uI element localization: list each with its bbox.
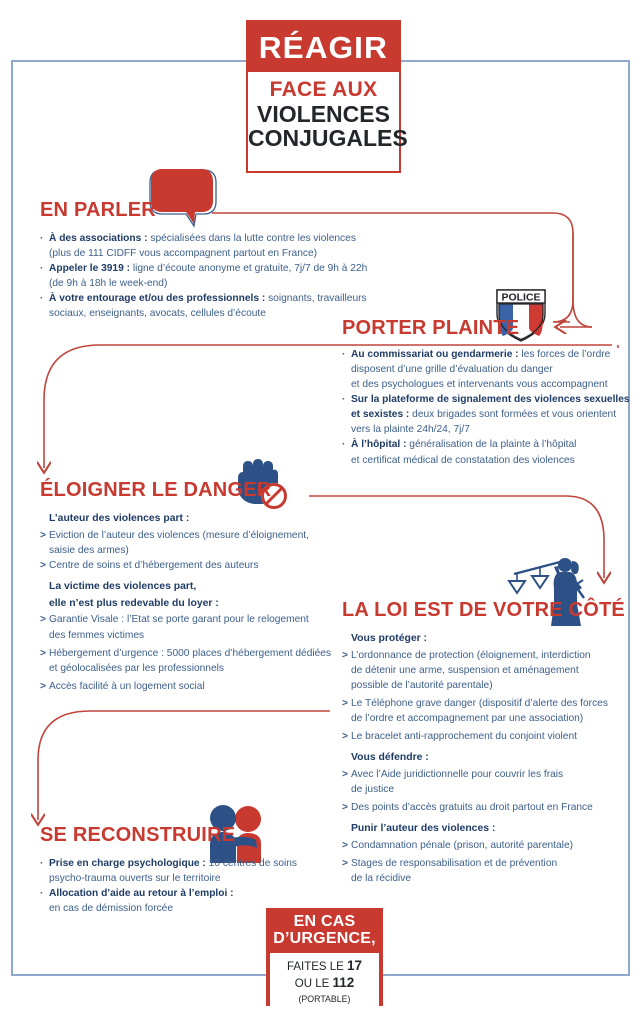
bullet-icon: · bbox=[40, 293, 44, 305]
bullet-icon: · bbox=[40, 233, 44, 244]
emergency-box bbox=[266, 908, 383, 1006]
list-item bbox=[40, 857, 330, 871]
list-item bbox=[342, 712, 634, 726]
item-text: en cas de démission forcée bbox=[49, 903, 174, 915]
list-item bbox=[40, 662, 340, 676]
list-item bbox=[40, 872, 330, 886]
chevron-right-icon: > bbox=[40, 529, 46, 541]
item-text: et géolocalisées par les professionnels bbox=[49, 662, 224, 674]
title-keyword-1: VIOLENCES bbox=[257, 100, 390, 127]
item-text: généralisation de la plainte à l’hôpital bbox=[406, 439, 577, 451]
section-body-porter-plainte bbox=[342, 348, 634, 468]
title-plate bbox=[246, 20, 408, 173]
chevron-right-icon: > bbox=[40, 680, 46, 692]
list-item bbox=[342, 872, 634, 886]
item-label: À l’hôpital : bbox=[351, 439, 407, 451]
section-la-loi-est-de-votre-cote bbox=[342, 600, 634, 887]
emergency-number-112-prefix: OU LE bbox=[294, 977, 333, 990]
item-text: (de 9h à 18h le week-end) bbox=[49, 278, 168, 290]
item-label: À des associations : bbox=[49, 233, 148, 244]
section-porter-plainte bbox=[342, 318, 634, 469]
item-text: soignants, travailleurs bbox=[265, 293, 367, 305]
item-text: Garantie Visale : l’Etat se porte garant pour le relogement bbox=[49, 614, 309, 626]
item-text: Centre de soins et d’hébergement des auteurs bbox=[49, 559, 259, 571]
item-text: disposent d’une grille d’évaluation du danger bbox=[351, 364, 553, 376]
list-item bbox=[342, 783, 634, 797]
item-label: Au commissariat ou gendarmerie : bbox=[351, 349, 519, 360]
item-text: de l’ordre et accompagnement par une association) bbox=[351, 713, 584, 725]
list-item bbox=[342, 423, 634, 437]
chevron-right-icon: > bbox=[342, 731, 348, 743]
title-keyword-2: CONJUGALES bbox=[248, 124, 408, 151]
item-text: et certificat médical de constatation des violences bbox=[351, 454, 575, 466]
emergency-title-line1: EN CAS bbox=[293, 913, 356, 930]
item-text: possible de l’autorité parentale) bbox=[351, 679, 493, 691]
list-item bbox=[40, 647, 340, 661]
chevron-right-icon: > bbox=[342, 697, 348, 709]
subsection-heading: Punir l’auteur des violences : bbox=[351, 823, 496, 835]
bullet-icon: · bbox=[342, 349, 346, 360]
section-en-parler bbox=[40, 200, 380, 322]
chevron-right-icon: > bbox=[342, 768, 348, 780]
list-item bbox=[342, 363, 634, 377]
chevron-right-icon: > bbox=[40, 614, 46, 626]
item-text: Avec l’Aide juridictionnelle pour couvrir les frais bbox=[351, 768, 564, 780]
item-text: Le Téléphone grave danger (dispositif d’alerte des forces bbox=[351, 697, 608, 709]
list-item bbox=[40, 544, 340, 558]
chevron-right-icon: > bbox=[342, 857, 348, 869]
chevron-right-icon: > bbox=[342, 649, 348, 661]
list-item bbox=[342, 697, 634, 711]
chevron-right-icon: > bbox=[342, 839, 348, 851]
emergency-number-17-row bbox=[272, 958, 377, 975]
list-item bbox=[40, 232, 380, 246]
list-item bbox=[342, 378, 634, 392]
item-text: Accès facilité à un logement social bbox=[49, 680, 205, 692]
list-item bbox=[40, 277, 380, 291]
item-text: (plus de 111 CIDFF vous accompagnent partout en France) bbox=[49, 248, 318, 260]
item-text: 10 centres de soins bbox=[205, 858, 298, 869]
section-se-reconstruire bbox=[40, 825, 330, 917]
chevron-right-icon: > bbox=[342, 802, 348, 814]
item-text: vers la plainte 24h/24, 7j/7 bbox=[351, 424, 470, 436]
list-item bbox=[342, 348, 634, 362]
emergency-title-line2: D’URGENCE, bbox=[273, 929, 376, 947]
emergency-number-17-prefix: FAITES LE bbox=[286, 960, 348, 973]
subsection-body bbox=[342, 649, 634, 744]
item-text: Hébergement d’urgence : 5000 places d’hébergement dédiées bbox=[49, 647, 332, 659]
bullet-icon: · bbox=[342, 394, 346, 406]
subsection-body bbox=[40, 529, 340, 573]
item-text: et des psychologues et intervenants vous accompagnent bbox=[351, 379, 608, 391]
item-text: L’ordonnance de protection (éloignement, interdiction bbox=[351, 649, 591, 661]
section-title-la-loi-est-de-votre-cote: LA LOI EST DE VOTRE CÔTÉ bbox=[342, 599, 625, 621]
list-item bbox=[40, 307, 380, 321]
bullet-icon: · bbox=[40, 263, 44, 275]
subsection-heading-line2: elle n’est plus redevable du loyer : bbox=[49, 597, 219, 609]
list-item bbox=[342, 393, 634, 407]
emergency-number-17: 17 bbox=[347, 957, 363, 973]
item-text: Stages de responsabilisation et de prévention bbox=[351, 857, 558, 869]
item-label: Sur la plateforme de signalement des violences sexuelles bbox=[351, 394, 630, 406]
item-text: Des points d’accès gratuits au droit partout en France bbox=[351, 802, 593, 814]
item-label: Prise en charge psychologique : bbox=[49, 858, 206, 869]
list-item bbox=[40, 629, 340, 643]
list-item bbox=[342, 730, 634, 744]
bullet-icon: · bbox=[40, 888, 44, 900]
emergency-number-112-suffix: (PORTABLE) bbox=[298, 993, 351, 1004]
list-item bbox=[40, 292, 380, 306]
section-title-porter-plainte: PORTER PLAINTE bbox=[342, 317, 520, 339]
item-text: de la récidive bbox=[351, 873, 412, 885]
list-item bbox=[342, 801, 634, 815]
title-subline: FACE AUX bbox=[269, 78, 378, 101]
item-text: les forces de l’ordre bbox=[518, 349, 611, 360]
item-text: sociaux, enseignants, avocats, cellules d’écoute bbox=[49, 308, 266, 320]
emergency-numbers-panel bbox=[270, 953, 379, 1012]
list-item bbox=[40, 680, 340, 694]
item-text: spécialisées dans la lutte contre les violences bbox=[147, 233, 356, 244]
section-title-se-reconstruire: SE RECONSTRUIRE bbox=[40, 824, 236, 846]
list-item bbox=[342, 768, 634, 782]
title-top-band bbox=[248, 22, 399, 72]
police-shield-label: POLICE bbox=[501, 291, 541, 304]
list-item bbox=[40, 559, 340, 573]
item-label: et sexistes : bbox=[351, 409, 410, 421]
section-body-en-parler bbox=[40, 232, 380, 321]
item-text: de justice bbox=[351, 784, 395, 796]
list-item bbox=[40, 247, 380, 261]
section-title-en-parler: EN PARLER bbox=[40, 199, 156, 221]
page-title: RÉAGIR bbox=[258, 29, 389, 65]
chevron-right-icon: > bbox=[40, 559, 46, 571]
subsection-body bbox=[342, 768, 634, 815]
item-text: Eviction de l’auteur des violences (mesure d’éloignement, bbox=[49, 529, 309, 541]
list-item bbox=[40, 887, 330, 901]
list-item bbox=[342, 839, 634, 853]
section-title-eloigner-le-danger: ÉLOIGNER LE DANGER bbox=[40, 479, 272, 501]
item-text: saisie des armes) bbox=[49, 544, 129, 556]
subsection-heading: L’auteur des violences part : bbox=[49, 513, 190, 524]
item-text: de détenir une arme, suspension et aménagement bbox=[351, 664, 579, 676]
item-text: Le bracelet anti-rapprochement du conjoint violent bbox=[351, 731, 577, 743]
chevron-right-icon: > bbox=[40, 647, 46, 659]
subsection-heading: La victime des violences part, bbox=[49, 580, 197, 592]
item-text: ligne d’écoute anonyme et gratuite, 7j/7 de 9h à 22h bbox=[129, 263, 368, 275]
emergency-number-112-row bbox=[272, 975, 377, 1006]
list-item bbox=[342, 664, 634, 678]
item-text: deux brigades sont formées et vous orientent bbox=[409, 409, 617, 421]
item-text: des femmes victimes bbox=[49, 629, 145, 641]
list-item bbox=[342, 408, 634, 422]
item-text: psycho-trauma ouverts sur le territoire bbox=[49, 873, 221, 885]
item-text: Condamnation pénale (prison, autorité parentale) bbox=[351, 839, 574, 851]
item-label: Allocation d’aide au retour à l’emploi : bbox=[49, 888, 234, 900]
section-eloigner-le-danger bbox=[40, 480, 340, 695]
subsection-heading: Vous défendre : bbox=[351, 752, 429, 764]
subsection-body bbox=[40, 613, 340, 693]
title-bottom-band bbox=[248, 72, 408, 171]
list-item bbox=[342, 679, 634, 693]
list-item bbox=[342, 857, 634, 871]
list-item bbox=[40, 262, 380, 276]
list-item bbox=[40, 529, 340, 543]
item-label: À votre entourage et/ou des professionnels : bbox=[49, 293, 266, 305]
list-item bbox=[342, 454, 634, 468]
list-item bbox=[342, 649, 634, 663]
list-item bbox=[40, 613, 340, 627]
subsection-heading: Vous protéger : bbox=[351, 633, 428, 644]
emergency-number-112: 112 bbox=[332, 974, 355, 990]
list-item bbox=[342, 438, 634, 452]
bullet-icon: · bbox=[342, 439, 346, 451]
item-label: Appeler le 3919 : bbox=[49, 263, 130, 275]
bullet-icon: · bbox=[40, 858, 44, 869]
subsection-body bbox=[342, 839, 634, 886]
